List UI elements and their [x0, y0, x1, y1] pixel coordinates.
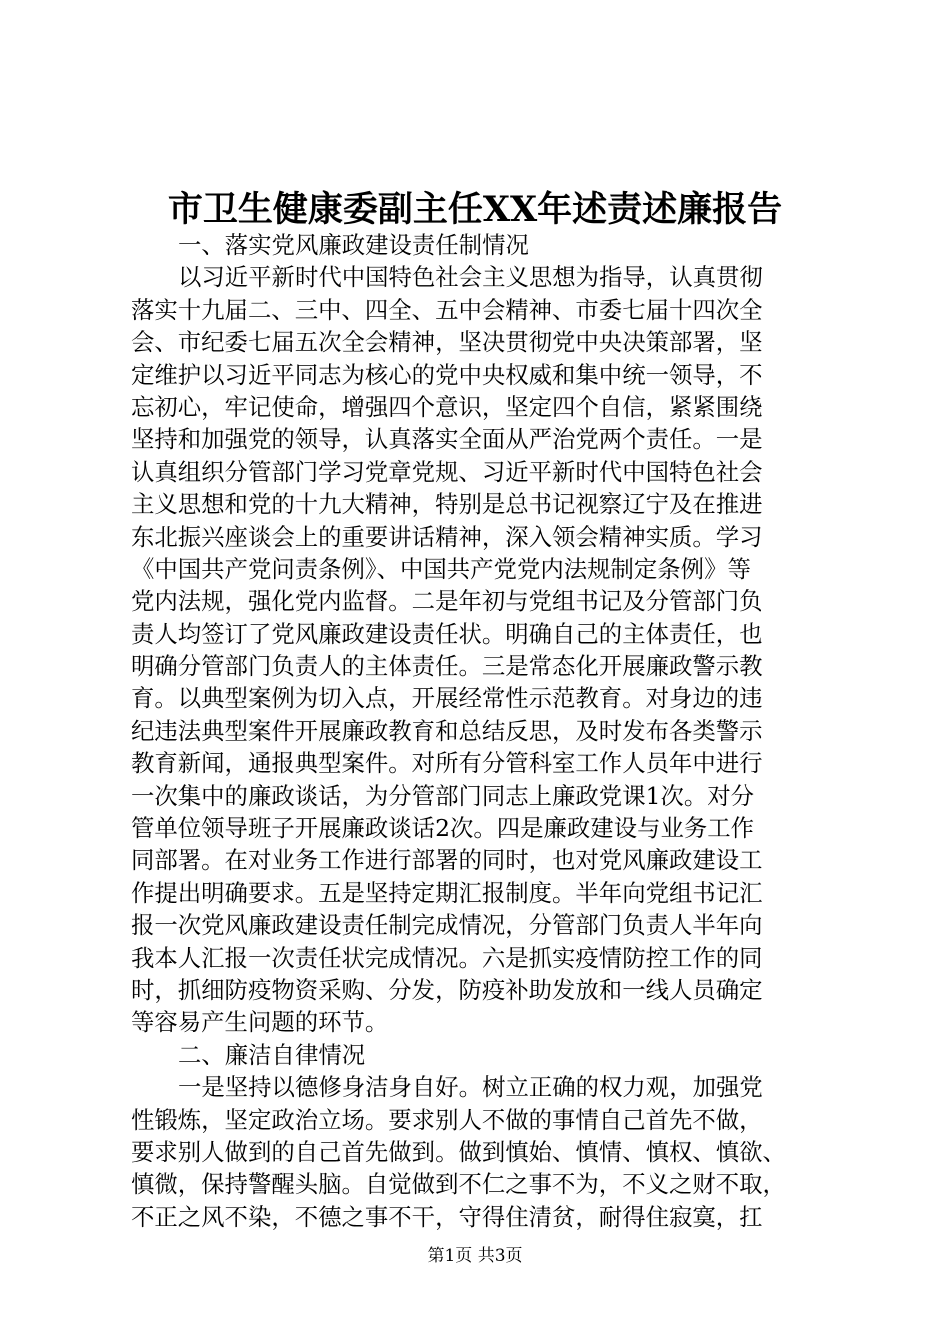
- paragraph-line: 作提出明确要求。五是坚持定期汇报制度。半年向党组书记汇: [131, 878, 763, 907]
- paragraph-line: 坚持和加强党的领导，认真落实全面从严治党两个责任。一是: [131, 425, 763, 454]
- paragraph-line: 东北振兴座谈会上的重要讲话精神，深入领会精神实质。学习: [131, 522, 763, 551]
- section-heading: 一、落实党风廉政建设责任制情况: [178, 231, 529, 259]
- document-body: [131, 229, 831, 1233]
- paragraph-line: 定维护以习近平同志为核心的党中央权威和集中统一领导，不: [131, 360, 763, 389]
- paragraph-line: 一次集中的廉政谈话，为分管部门同志上廉政党课1次。对分: [131, 781, 755, 810]
- section-heading: 二、廉洁自律情况: [178, 1040, 366, 1069]
- paragraph-line: 忘初心，牢记使命，增强四个意识，坚定四个自信，紧紧围绕: [131, 392, 763, 421]
- paragraph-line: 育。以典型案例为切入点，开展经常性示范教育。对身边的违: [131, 684, 763, 713]
- paragraph-line: 认真组织分管部门学习党章党规、习近平新时代中国特色社会: [131, 457, 763, 486]
- paragraph-line: 《中国共产党问责条例》、中国共产党党内法规制定条例》等: [131, 554, 751, 583]
- paragraph-line: 同部署。在对业务工作进行部署的同时，也对党风廉政建设工: [131, 846, 763, 875]
- paragraph-line: 要求别人做到的自己首先做到。做到慎始、慎情、慎权、慎欲、: [131, 1137, 786, 1166]
- paragraph-line: 时，抓细防疫物资采购、分发，防疫补助发放和一线人员确定: [131, 975, 763, 1004]
- paragraph-line: 不正之风不染，不德之事不干，守得住清贫，耐得住寂寞，扛: [131, 1202, 763, 1231]
- document-title: 市卫生健康委副主任XX年述责述廉报告: [167, 189, 783, 230]
- paragraph-line: 会、市纪委七届五次全会精神，坚决贯彻党中央决策部署，坚: [131, 328, 763, 357]
- paragraph-line: 落实十九届二、三中、四全、五中会精神、市委七届十四次全: [131, 295, 763, 324]
- paragraph-line: 一是坚持以德修身洁身自好。树立正确的权力观，加强党: [178, 1073, 763, 1102]
- page-footer: 第1页 共3页: [427, 1246, 523, 1266]
- paragraph-line: 教育新闻，通报典型案件。对所有分管科室工作人员年中进行: [131, 749, 763, 778]
- paragraph-line: 主义思想和党的十九大精神，特别是总书记视察辽宁及在推进: [131, 490, 763, 519]
- paragraph-line: 以习近平新时代中国特色社会主义思想为指导，认真贯彻: [178, 263, 763, 292]
- paragraph-line: 管单位领导班子开展廉政谈话2次。四是廉政建设与业务工作: [131, 814, 755, 843]
- paragraph-line: 明确分管部门负责人的主体责任。三是常态化开展廉政警示教: [131, 652, 763, 681]
- paragraph-line: 等容易产生问题的环节。: [131, 1008, 389, 1037]
- paragraph-line: 性锻炼，坚定政治立场。要求别人不做的事情自己首先不做，: [131, 1105, 763, 1134]
- paragraph-line: 纪违法典型案件开展廉政教育和总结反思，及时发布各类警示: [131, 716, 763, 745]
- paragraph-line: 党内法规，强化党内监督。二是年初与党组书记及分管部门负: [131, 587, 763, 616]
- paragraph-line: 慎微，保持警醒头脑。自觉做到不仁之事不为，不义之财不取，: [131, 1170, 786, 1199]
- paragraph-line: 我本人汇报一次责任状完成情况。六是抓实疫情防控工作的同: [131, 943, 763, 972]
- paragraph-line: 报一次党风廉政建设责任制完成情况，分管部门负责人半年向: [131, 911, 763, 940]
- paragraph-line: 责人均签订了党风廉政建设责任状。明确自己的主体责任，也: [131, 619, 763, 648]
